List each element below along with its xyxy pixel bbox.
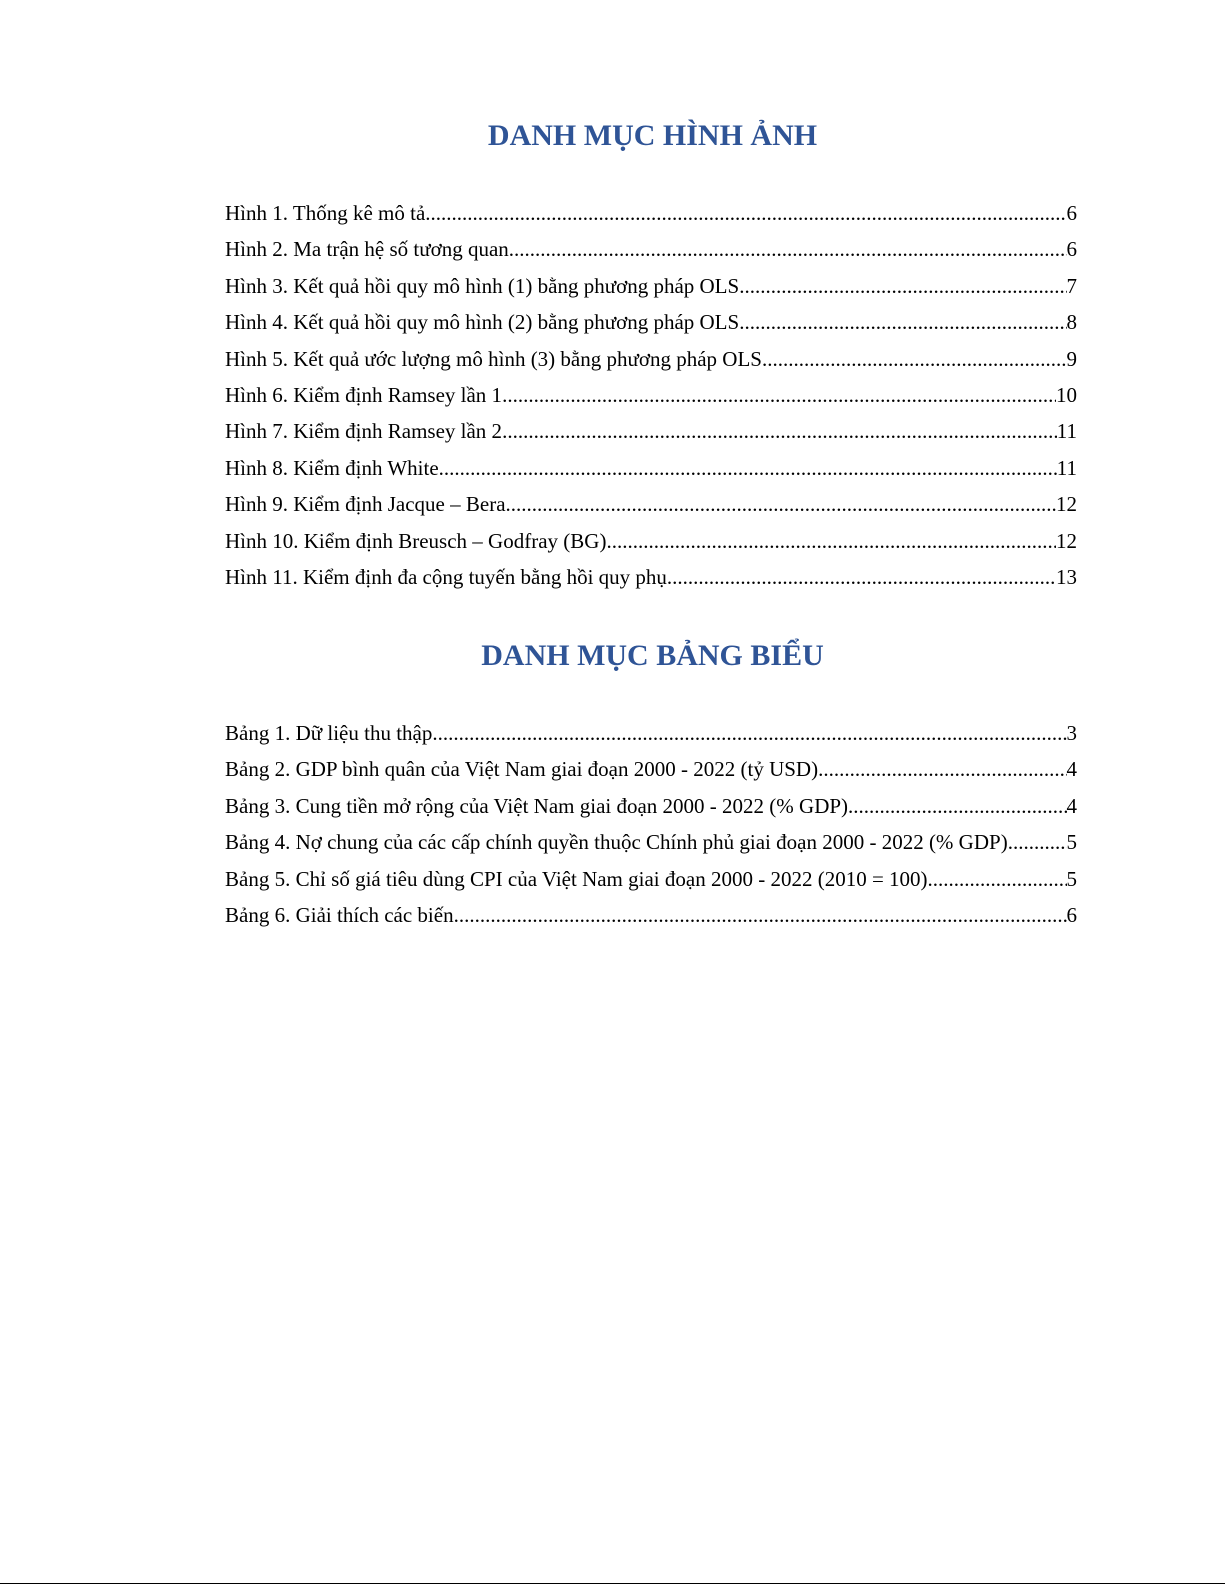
toc-entry-page: 6 — [1066, 237, 1077, 262]
toc-entry[interactable] — [225, 199, 1077, 235]
toc-entry-page: 6 — [1066, 902, 1077, 927]
toc-entry-title: Hình 10. Kiểm định Breusch – Godfray (BG) — [225, 528, 607, 553]
dot-leader — [848, 792, 1066, 820]
toc-entry-title: Hình 2. Ma trận hệ số tương quan — [225, 237, 509, 262]
toc-entry-title: Bảng 2. GDP bình quân của Việt Nam giai đoạn 2000 - 2022 (tỷ USD) — [225, 757, 819, 782]
toc-entry-title: Bảng 6. Giải thích các biến — [225, 902, 454, 927]
toc-entry-page: 6 — [1066, 201, 1077, 225]
dot-leader — [667, 563, 1056, 591]
figures-list-heading: DANH MỤC HÌNH ẢNH — [487, 119, 818, 152]
toc-entry[interactable] — [225, 490, 1077, 526]
toc-entry-page: 13 — [1056, 564, 1077, 589]
dot-leader — [425, 199, 1066, 227]
toc-entry-page: 12 — [1056, 492, 1077, 517]
dot-leader — [454, 901, 1067, 929]
toc-entry-page: 12 — [1056, 528, 1077, 553]
toc-entry[interactable] — [225, 272, 1077, 308]
dot-leader — [762, 345, 1067, 373]
toc-entry-page: 8 — [1066, 310, 1077, 335]
toc-entry-title: Hình 1. Thống kê mô tả — [225, 201, 426, 225]
toc-entry[interactable] — [225, 828, 1077, 864]
dot-leader — [432, 719, 1066, 747]
toc-entry-page: 5 — [1066, 866, 1077, 891]
tables-list — [225, 719, 1077, 937]
toc-entry-page: 10 — [1056, 382, 1077, 407]
toc-entry[interactable] — [225, 755, 1077, 791]
dot-leader — [502, 417, 1057, 445]
toc-entry[interactable] — [225, 308, 1077, 344]
toc-entry[interactable] — [225, 381, 1077, 417]
toc-entry[interactable] — [225, 417, 1077, 453]
toc-entry-page: 4 — [1066, 793, 1077, 818]
tables-list-heading: DANH MỤC BẢNG BIỂU — [481, 639, 824, 672]
dot-leader — [509, 235, 1067, 263]
toc-entry[interactable] — [225, 901, 1077, 937]
toc-entry[interactable] — [225, 719, 1077, 755]
dot-leader — [818, 755, 1066, 783]
toc-entry-page: 3 — [1066, 721, 1077, 745]
toc-entry-page: 11 — [1056, 419, 1077, 444]
toc-entry-page: 11 — [1056, 455, 1077, 480]
toc-entry-page: 9 — [1066, 346, 1077, 371]
toc-entry-page: 5 — [1066, 830, 1077, 855]
toc-entry-title: Hình 11. Kiểm định đa cộng tuyến bằng hồi quy phụ — [225, 564, 667, 589]
toc-entry-title: Bảng 1. Dữ liệu thu thập — [225, 721, 433, 745]
toc-entry[interactable] — [225, 235, 1077, 271]
toc-entry[interactable] — [225, 527, 1077, 563]
toc-entry-page: 7 — [1066, 273, 1077, 298]
dot-leader — [606, 527, 1056, 555]
dot-leader — [739, 272, 1066, 300]
toc-entry-title: Hình 8. Kiểm định White — [225, 455, 439, 480]
toc-entry[interactable] — [225, 345, 1077, 381]
dot-leader — [506, 490, 1056, 518]
figures-list — [225, 199, 1077, 599]
toc-entry-page: 4 — [1066, 757, 1077, 782]
dot-leader — [928, 865, 1067, 893]
toc-entry-title: Hình 3. Kết quả hồi quy mô hình (1) bằng phương pháp OLS — [225, 273, 740, 298]
toc-entry-title: Hình 5. Kết quả ước lượng mô hình (3) bằng phương pháp OLS — [225, 346, 762, 371]
dot-leader — [502, 381, 1056, 409]
toc-entry[interactable] — [225, 454, 1077, 490]
toc-entry[interactable] — [225, 865, 1077, 901]
toc-entry-title: Hình 9. Kiểm định Jacque – Bera — [225, 492, 506, 517]
toc-entry-title: Hình 7. Kiểm định Ramsey lần 2 — [225, 419, 503, 444]
toc-entry-title: Bảng 5. Chỉ số giá tiêu dùng CPI của Việt Nam giai đoạn 2000 - 2022 (2010 = 100) — [225, 866, 928, 891]
toc-entry-title: Bảng 4. Nợ chung của các cấp chính quyền thuộc Chính phủ giai đoạn 2000 - 2022 (% GDP) — [225, 830, 1008, 855]
dot-leader — [739, 308, 1066, 336]
toc-entry-title: Bảng 3. Cung tiền mở rộng của Việt Nam giai đoạn 2000 - 2022 (% GDP) — [225, 793, 849, 818]
dot-leader — [439, 454, 1057, 482]
dot-leader — [1008, 828, 1067, 856]
toc-entry-title: Hình 6. Kiểm định Ramsey lần 1 — [225, 382, 503, 407]
toc-entry[interactable] — [225, 792, 1077, 828]
toc-entry-title: Hình 4. Kết quả hồi quy mô hình (2) bằng phương pháp OLS — [225, 310, 740, 335]
page-bottom-rule — [0, 1583, 1225, 1584]
toc-entry[interactable] — [225, 563, 1077, 599]
